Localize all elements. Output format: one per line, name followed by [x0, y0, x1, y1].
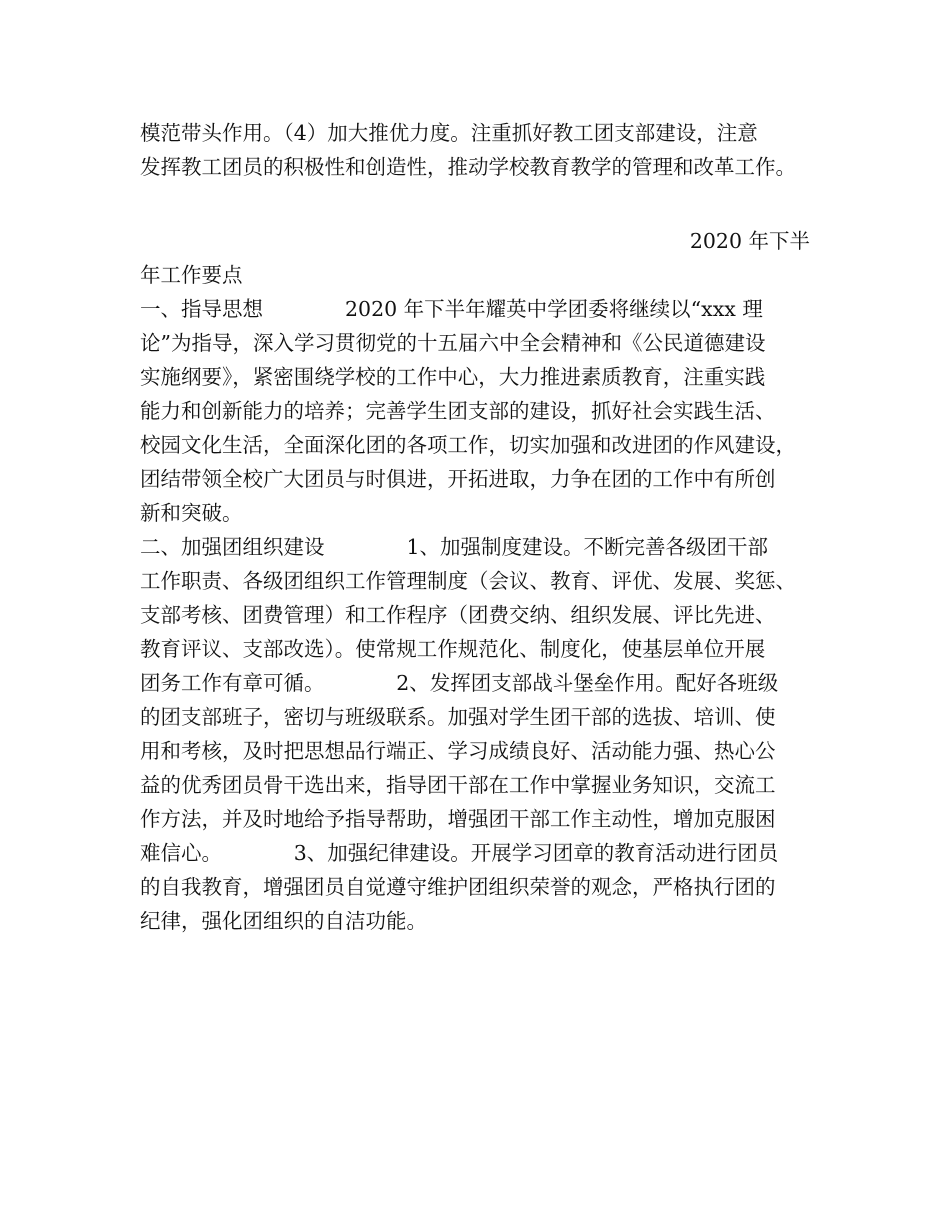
text-line: 团务工作有章可循。 2、发挥团支部战斗堡垒作用。配好各班级 — [140, 671, 779, 695]
paragraph-top — [140, 116, 820, 184]
text-line: 教育评议、支部改选）。使常规工作规范化、制度化，使基层单位开展 — [140, 637, 766, 661]
text-line: 模范带头作用。（4）加大推优力度。注重抓好教工团支部建设，注意 — [140, 121, 758, 145]
text-line: 益的优秀团员骨干选出来，指导团干部在工作中掌握业务知识，交流工 — [140, 773, 776, 797]
text-line: 难信心。 3、加强纪律建设。开展学习团章的教育活动进行团员 — [140, 841, 779, 865]
text-line: 校园文化生活，全面深化团的各项工作，切实加强和改进团的作风建设， — [140, 433, 796, 457]
text-line: 二、加强团组织建设 1、加强制度建设。不断完善各级团干部 — [140, 535, 769, 559]
text-line: 新和突破。 — [140, 501, 243, 525]
text-line: 工作职责、各级团组织工作管理制度（会议、教育、评优、发展、奖惩、 — [140, 569, 796, 593]
text-line: 实施纲要》，紧密围绕学校的工作中心，大力推进素质教育，注重实践 — [140, 365, 766, 389]
heading-line-1: 2020 年下半 — [689, 229, 810, 253]
text-line: 支部考核、团费管理）和工作程序（团费交纳、组织发展、评比先进、 — [140, 603, 776, 627]
text-line: 团结带领全校广大团员与时俱进，开拓进取，力争在团的工作中有所创 — [140, 467, 776, 491]
text-line: 一、指导思想 2020 年下半年耀英中学团委将继续以“xxx 理 — [140, 297, 763, 321]
text-line: 论”为指导，深入学习贯彻党的十五届六中全会精神和《公民道德建设 — [140, 331, 766, 355]
text-line: 纪律，强化团组织的自洁功能。 — [140, 909, 427, 933]
heading-line-2: 年工作要点 — [140, 263, 243, 287]
text-line: 用和考核，及时把思想品行端正、学习成绩良好、活动能力强、热心公 — [140, 739, 776, 763]
section-heading — [140, 224, 820, 292]
text-line: 发挥教工团员的积极性和创造性，推动学校教育教学的管理和改革工作。 — [140, 155, 796, 179]
body-text — [140, 292, 820, 938]
text-line: 的自我教育，增强团员自觉遵守维护团组织荣誉的观念，严格执行团的 — [140, 875, 776, 899]
text-line: 能力和创新能力的培养；完善学生团支部的建设，抓好社会实践生活、 — [140, 399, 776, 423]
text-line: 作方法，并及时地给予指导帮助，增强团干部工作主动性，增加克服困 — [140, 807, 776, 831]
text-line: 的团支部班子，密切与班级联系。加强对学生团干部的选拔、培训、使 — [140, 705, 776, 729]
